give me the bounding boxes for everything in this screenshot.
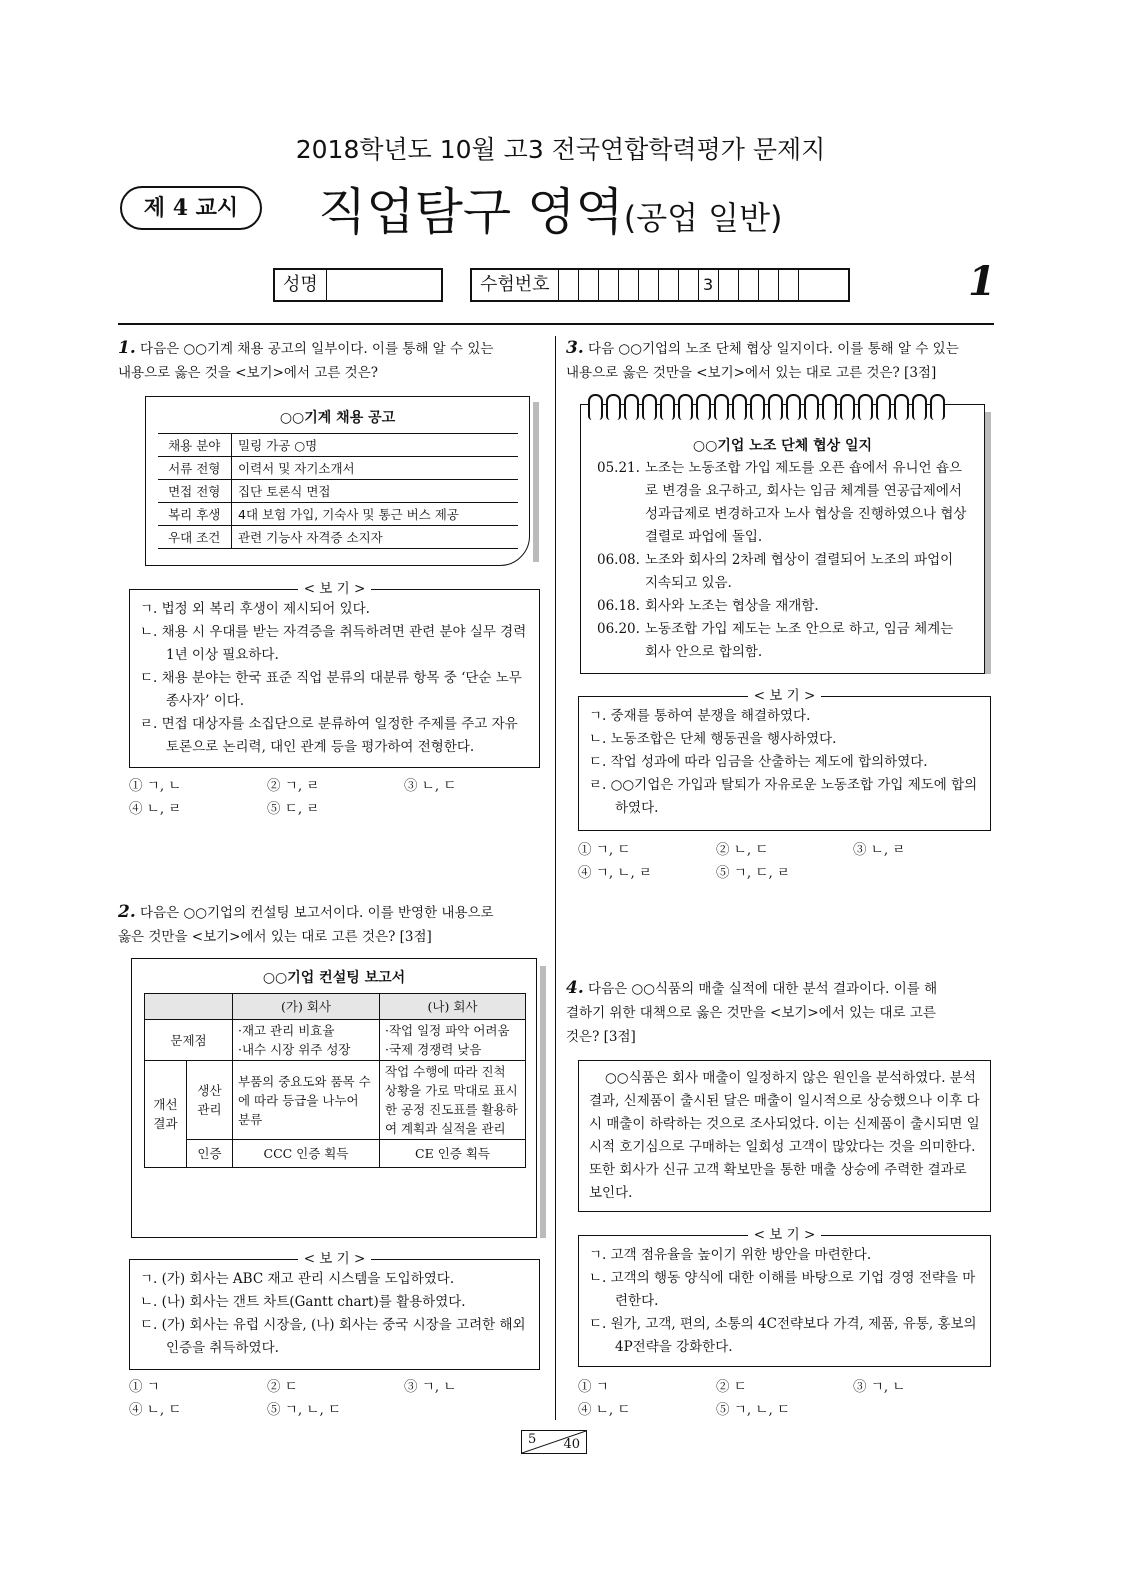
exam-digit[interactable] bbox=[739, 270, 759, 300]
diary-shadow bbox=[985, 412, 991, 674]
stem-line: 것은? [3점] bbox=[566, 1029, 636, 1045]
choice-4[interactable]: ④ ㄴ, ㄹ bbox=[129, 801, 182, 817]
question-number: 4. bbox=[566, 978, 584, 998]
bogi-item: ㄷ. 채용 분야는 한국 표준 직업 분류의 대분류 항목 중 ‘단순 노무 종사자’ 이다. bbox=[140, 670, 522, 709]
diary-date: 05.21. bbox=[597, 460, 640, 476]
bogi-title: < 보 기 > bbox=[748, 688, 822, 704]
diary-date: 06.18. bbox=[597, 598, 640, 614]
bogi-title: < 보 기 > bbox=[748, 1227, 822, 1243]
diary-entries bbox=[581, 457, 984, 664]
exam-digit[interactable] bbox=[659, 270, 679, 300]
bogi-item: ㄴ. 채용 시 우대를 받는 자격증을 취득하려면 관련 분야 실무 경력 1년 이상 필요하다. bbox=[140, 624, 527, 663]
question-number: 3. bbox=[566, 338, 584, 358]
notice-key: 채용 분야 bbox=[158, 434, 232, 457]
question-3-stem bbox=[566, 336, 994, 385]
notice-key: 면접 전형 bbox=[158, 480, 232, 503]
subject-title bbox=[318, 172, 783, 244]
stem-line: 다음은 ○○기업의 컨설팅 보고서이다. 이를 반영한 내용으로 bbox=[140, 905, 494, 921]
exam-title: 2018학년도 10월 고3 전국연합학력평가 문제지 bbox=[295, 135, 826, 164]
improve-label-line: 결과 bbox=[153, 1116, 178, 1131]
choice-5[interactable]: ⑤ ㄱ, ㄴ, ㄷ bbox=[716, 1402, 791, 1418]
stem-line: 결하기 위한 대책으로 옳은 것만을 <보기>에서 있는 대로 고른 bbox=[566, 1005, 936, 1021]
problem-a bbox=[233, 1020, 380, 1061]
report-shadow bbox=[540, 966, 546, 1238]
problem-label: 문제점 bbox=[145, 1020, 233, 1061]
prod-a: 부품의 중요도와 품목 수에 따라 등급을 나누어 분류 bbox=[233, 1061, 380, 1140]
footer-total: 40 bbox=[563, 1437, 580, 1452]
q2-choices bbox=[129, 1376, 540, 1426]
notice-row bbox=[158, 526, 518, 549]
bogi-item: ㄷ. 원가, 고객, 편의, 소통의 4C전략보다 가격, 제품, 유통, 홍보의 4P전략을 강화한다. bbox=[589, 1316, 977, 1355]
report-table bbox=[144, 993, 526, 1168]
improve-label-line: 개선 bbox=[153, 1097, 178, 1112]
question-number: 2. bbox=[118, 902, 136, 922]
diary-text: 노동조합 가입 제도는 노조 안으로 하고, 임금 체계는 회사 안으로 합의함. bbox=[645, 621, 954, 660]
notice-key: 우대 조건 bbox=[158, 526, 232, 549]
header-divider bbox=[118, 323, 994, 325]
stem-line: 내용으로 옳은 것을 <보기>에서 고른 것은? bbox=[118, 365, 378, 381]
footer-page: 5 bbox=[528, 1432, 537, 1447]
question-number: 1. bbox=[118, 338, 136, 358]
stem-line: 내용으로 옳은 것만을 <보기>에서 있는 대로 고른 것은? [3점] bbox=[566, 365, 937, 381]
problem-a-line: ·내수 시장 위주 성장 bbox=[238, 1042, 351, 1057]
name-field[interactable] bbox=[273, 268, 443, 302]
cert-label: 인증 bbox=[187, 1140, 233, 1168]
report-cert-row bbox=[145, 1140, 526, 1168]
bogi-item: ㄱ. (가) 회사는 ABC 재고 관리 시스템을 도입하였다. bbox=[140, 1271, 455, 1287]
stem-line: 옳은 것만을 <보기>에서 있는 대로 고른 것은? [3점] bbox=[118, 929, 432, 945]
notice-table bbox=[158, 433, 518, 549]
q1-notice-box bbox=[145, 396, 530, 566]
prod-label-line: 생산 bbox=[197, 1083, 222, 1098]
choice-1[interactable]: ① ㄱ, ㄷ bbox=[578, 842, 631, 858]
exam-digit[interactable] bbox=[619, 270, 639, 300]
bogi-item: ㄷ. 작업 성과에 따라 임금을 산출하는 제도에 합의하였다. bbox=[589, 754, 928, 770]
choice-5[interactable]: ⑤ ㄱ, ㄷ, ㄹ bbox=[716, 865, 791, 881]
report-corner bbox=[145, 994, 233, 1020]
q4-bogi-box bbox=[578, 1227, 991, 1367]
page-number: 1 bbox=[968, 258, 996, 305]
bogi-item: ㄴ. (나) 회사는 갠트 차트(Gantt chart)를 활용하였다. bbox=[140, 1294, 466, 1310]
report-title: ○○기업 컨설팅 보고서 bbox=[262, 970, 406, 986]
q3-diary-box bbox=[580, 404, 985, 674]
notice-key: 복리 후생 bbox=[158, 503, 232, 526]
period-badge: 제 4 교시 bbox=[120, 186, 262, 230]
diary-title: ○○기업 노조 단체 협상 일지 bbox=[692, 438, 873, 454]
diary-entry bbox=[597, 457, 970, 549]
subject-main: 직업탐구 영역 bbox=[318, 183, 624, 241]
improve-label bbox=[145, 1061, 187, 1168]
choice-4[interactable]: ④ ㄴ, ㄷ bbox=[578, 1402, 631, 1418]
exam-digit[interactable] bbox=[799, 270, 819, 300]
notice-key: 서류 전형 bbox=[158, 457, 232, 480]
choice-2[interactable]: ② ㄷ bbox=[267, 1379, 298, 1395]
choice-2[interactable]: ② ㄴ, ㄷ bbox=[716, 842, 769, 858]
report-prod-row bbox=[145, 1061, 526, 1140]
notice-row bbox=[158, 480, 518, 503]
exam-digit[interactable] bbox=[559, 270, 579, 300]
q4-choices bbox=[578, 1376, 991, 1426]
diary-entry bbox=[597, 618, 970, 664]
q2-bogi-box bbox=[129, 1251, 540, 1370]
notice-value: 4대 보험 가입, 기숙사 및 통근 버스 제공 bbox=[232, 503, 518, 526]
exam-digit[interactable] bbox=[679, 270, 699, 300]
exam-digit[interactable] bbox=[639, 270, 659, 300]
stem-line: 다음은 ○○기계 채용 공고의 일부이다. 이를 통해 알 수 있는 bbox=[140, 341, 494, 357]
choice-2[interactable]: ② ㄱ, ㄹ bbox=[267, 778, 320, 794]
name-label: 성명 bbox=[275, 270, 327, 300]
report-col-a: (가) 회사 bbox=[233, 994, 380, 1020]
question-1-stem bbox=[118, 336, 546, 385]
notice-title: ○○기계 채용 공고 bbox=[279, 410, 396, 426]
bogi-item: ㄴ. 고객의 행동 양식에 대한 이해를 바탕으로 기업 경영 전략을 마련한다. bbox=[589, 1270, 976, 1309]
exam-digit[interactable] bbox=[759, 270, 779, 300]
choice-1[interactable]: ① ㄱ, ㄴ bbox=[129, 778, 182, 794]
report-header-row bbox=[145, 994, 526, 1020]
choice-3[interactable]: ③ ㄱ, ㄴ bbox=[404, 1379, 457, 1395]
choice-2[interactable]: ② ㄷ bbox=[716, 1379, 747, 1395]
exam-digit[interactable] bbox=[719, 270, 739, 300]
bogi-item: ㄹ. 면접 대상자를 소집단으로 분류하여 일정한 주제를 주고 자유 토론으로 논리력, 대인 관계 등을 평가하여 전형한다. bbox=[140, 716, 518, 755]
choice-5[interactable]: ⑤ ㄷ, ㄹ bbox=[267, 801, 320, 817]
problem-b-line: ·작업 일정 파악 어려움 bbox=[385, 1023, 510, 1038]
notice-value: 밀링 가공 ○명 bbox=[232, 434, 518, 457]
choice-5[interactable]: ⑤ ㄱ, ㄴ, ㄷ bbox=[267, 1402, 342, 1418]
bogi-item: ㄱ. 법정 외 복리 후생이 제시되어 있다. bbox=[140, 601, 370, 617]
subject-sub: (공업 일반) bbox=[623, 199, 783, 237]
exam-digit[interactable]: 3 bbox=[699, 270, 719, 300]
stem-line: 다음 ○○기업의 노조 단체 협상 일지이다. 이를 통해 알 수 있는 bbox=[588, 341, 959, 357]
notice-row bbox=[158, 457, 518, 480]
stem-line: 다음은 ○○식품의 매출 실적에 대한 분석 결과이다. 이를 해 bbox=[588, 981, 938, 997]
notice-row bbox=[158, 434, 518, 457]
problem-b-line: ·국제 경쟁력 낮음 bbox=[385, 1042, 482, 1057]
prod-b: 작업 수행에 따라 진척 상황을 가로 막대로 표시한 공정 진도표를 활용하여 계획과 실적을 관리 bbox=[380, 1061, 526, 1140]
cert-a: CCC 인증 획득 bbox=[233, 1140, 380, 1168]
notice-row bbox=[158, 503, 518, 526]
question-4-stem bbox=[566, 976, 994, 1049]
diary-text: 노조는 노동조합 가입 제도를 오픈 숍에서 유니언 숍으로 변경을 요구하고, 회사는 임금 체계를 연공급제에서 성과급제로 변경하고자 노사 협상을 진행하였으나 협상 결렬로 파업에 돌입. bbox=[645, 460, 967, 545]
prod-label bbox=[187, 1061, 233, 1140]
notice-value: 이력서 및 자기소개서 bbox=[232, 457, 518, 480]
bogi-item: ㄷ. (가) 회사는 유럽 시장을, (나) 회사는 중국 시장을 고려한 해외 인증을 취득하였다. bbox=[140, 1317, 526, 1356]
q1-bogi-box bbox=[129, 581, 540, 768]
bogi-item: ㄱ. 중재를 통하여 분쟁을 해결하였다. bbox=[589, 708, 811, 724]
exam-digit[interactable] bbox=[599, 270, 619, 300]
exam-digit[interactable] bbox=[579, 270, 599, 300]
exam-number-field[interactable] bbox=[470, 268, 850, 302]
page-footer bbox=[521, 1430, 587, 1454]
diary-entry bbox=[597, 595, 970, 618]
diary-entry bbox=[597, 549, 970, 595]
notice-shadow bbox=[533, 402, 539, 562]
choice-3[interactable]: ③ ㄱ, ㄴ bbox=[853, 1379, 906, 1395]
diary-date: 06.20. bbox=[597, 621, 640, 637]
problem-b bbox=[380, 1020, 526, 1061]
choice-4[interactable]: ④ ㄴ, ㄷ bbox=[129, 1402, 182, 1418]
q4-passage-box: ○○식품은 회사 매출이 일정하지 않은 원인을 분석하였다. 분석 결과, 신제품이 출시된 달은 매출이 일시적으로 상승했으나 이후 다시 매출이 하락하는 것으로 조사되었다. 이는 신제품이 출시되면 일시적 호기심으로 구매하는 일회성 고객이 많았다는 것을 의미한다. 또한 회사가 신규 고객 확보만을 통한 매출 상승에 주력한 결과로 보인다. bbox=[578, 1060, 991, 1212]
report-problem-row bbox=[145, 1020, 526, 1061]
choice-3[interactable]: ③ ㄴ, ㄷ bbox=[404, 778, 457, 794]
choice-3[interactable]: ③ ㄴ, ㄹ bbox=[853, 842, 906, 858]
q1-choices bbox=[129, 775, 540, 825]
spiral-binding-icon bbox=[588, 394, 945, 420]
notice-value: 집단 토론식 면접 bbox=[232, 480, 518, 503]
diary-text: 노조와 회사의 2차례 협상이 결렬되어 노조의 파업이 지속되고 있음. bbox=[645, 552, 954, 591]
q2-report-box bbox=[131, 958, 537, 1238]
diary-text: 회사와 노조는 협상을 재개함. bbox=[645, 598, 819, 614]
name-input[interactable] bbox=[327, 270, 439, 300]
report-col-b: (나) 회사 bbox=[380, 994, 526, 1020]
bogi-title: < 보 기 > bbox=[298, 1251, 372, 1267]
q3-bogi-box bbox=[578, 688, 991, 831]
diary-date: 06.08. bbox=[597, 552, 640, 568]
bogi-title: < 보 기 > bbox=[298, 581, 372, 597]
column-divider bbox=[555, 336, 556, 1420]
exam-digit[interactable] bbox=[779, 270, 799, 300]
q3-choices bbox=[578, 839, 991, 889]
bogi-item: ㄱ. 고객 점유율을 높이기 위한 방안을 마련한다. bbox=[589, 1247, 872, 1263]
problem-a-line: ·재고 관리 비효율 bbox=[238, 1023, 335, 1038]
notice-value: 관련 기능사 자격증 소지자 bbox=[232, 526, 518, 549]
cert-b: CE 인증 획득 bbox=[380, 1140, 526, 1168]
exam-number-label: 수험번호 bbox=[472, 270, 559, 300]
choice-1[interactable]: ① ㄱ bbox=[578, 1379, 609, 1395]
choice-1[interactable]: ① ㄱ bbox=[129, 1379, 160, 1395]
bogi-item: ㄴ. 노동조합은 단체 행동권을 행사하였다. bbox=[589, 731, 837, 747]
choice-4[interactable]: ④ ㄱ, ㄴ, ㄹ bbox=[578, 865, 653, 881]
bogi-item: ㄹ. ○○기업은 가입과 탈퇴가 자유로운 노동조합 가입 제도에 합의하였다. bbox=[589, 777, 978, 816]
prod-label-line: 관리 bbox=[197, 1102, 222, 1117]
question-2-stem bbox=[118, 900, 546, 949]
